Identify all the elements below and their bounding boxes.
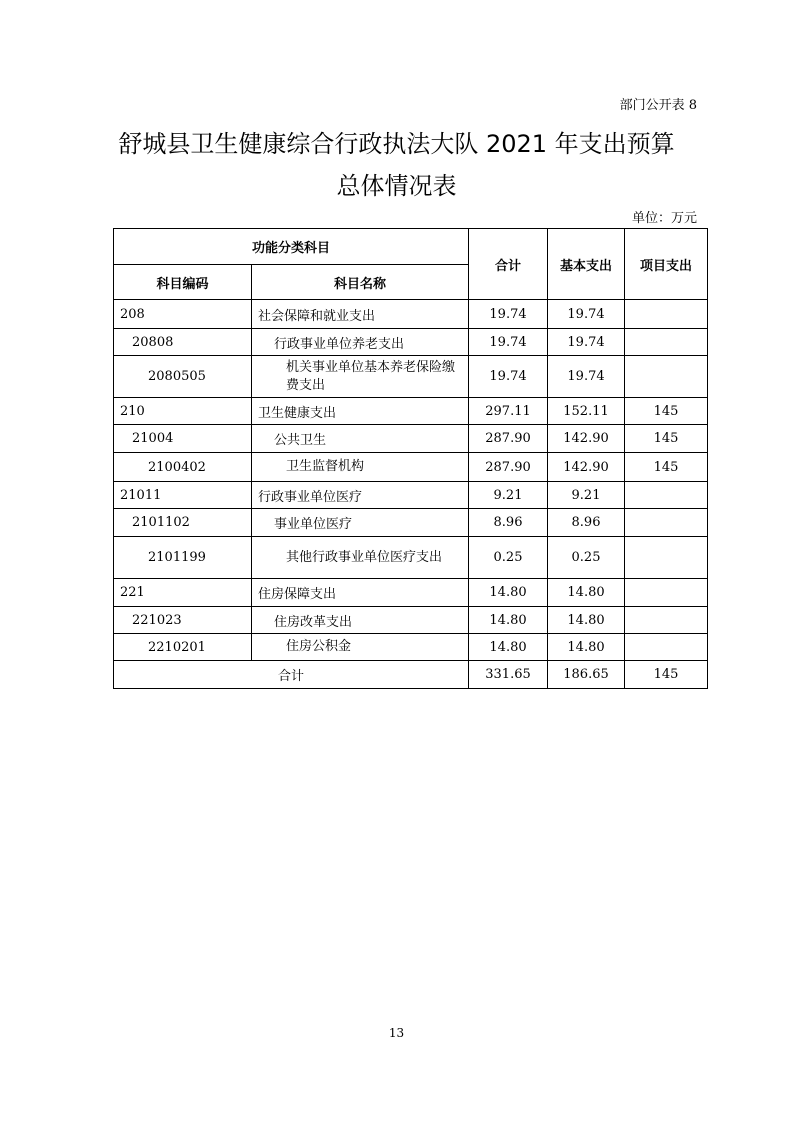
header-code: 科目编码 [114, 265, 252, 300]
table-row [114, 537, 708, 579]
row-name: 住房保障支出 [252, 579, 469, 607]
row-name: 其他行政事业单位医疗支出 [252, 537, 469, 579]
page-number: 13 [388, 1026, 405, 1040]
header-total: 合计 [469, 229, 548, 300]
row-code: 20808 [114, 329, 252, 356]
table-row [114, 453, 708, 482]
row-name: 住房改革支出 [252, 607, 469, 634]
row-basic: 19.74 [548, 329, 625, 356]
table-tag: 部门公开表 8 [619, 98, 697, 113]
row-total: 14.80 [469, 579, 548, 607]
sum-project: 145 [625, 661, 708, 689]
row-basic: 142.90 [548, 453, 625, 482]
row-total: 14.80 [469, 634, 548, 661]
table-row [114, 634, 708, 661]
row-project [625, 537, 708, 579]
table-row [114, 579, 708, 607]
row-basic: 19.74 [548, 356, 625, 398]
table-row [114, 398, 708, 425]
document-subtitle: 总体情况表 [336, 172, 457, 200]
table-row [114, 425, 708, 453]
row-total: 0.25 [469, 537, 548, 579]
row-code: 2210201 [114, 634, 252, 661]
row-code: 2080505 [114, 356, 252, 398]
row-code: 210 [114, 398, 252, 425]
row-total: 19.74 [469, 356, 548, 398]
row-basic: 14.80 [548, 579, 625, 607]
table-row [114, 509, 708, 537]
row-name: 机关事业单位基本养老保险缴费支出 [252, 356, 469, 398]
row-code: 2100402 [114, 453, 252, 482]
row-project: 145 [625, 398, 708, 425]
group-header: 功能分类科目 [114, 229, 469, 265]
row-total: 287.90 [469, 425, 548, 453]
row-total: 19.74 [469, 329, 548, 356]
sum-row [114, 661, 708, 689]
row-total: 287.90 [469, 453, 548, 482]
table-row [114, 356, 708, 398]
row-basic: 142.90 [548, 425, 625, 453]
row-name: 事业单位医疗 [252, 509, 469, 537]
row-name: 卫生监督机构 [252, 453, 469, 482]
unit-label: 单位：万元 [631, 211, 697, 226]
row-project [625, 300, 708, 329]
row-basic: 14.80 [548, 607, 625, 634]
row-code: 2101102 [114, 509, 252, 537]
row-total: 14.80 [469, 607, 548, 634]
header-project: 项目支出 [625, 229, 708, 300]
table-row [114, 607, 708, 634]
sum-total: 331.65 [469, 661, 548, 689]
row-basic: 152.11 [548, 398, 625, 425]
document-title: 舒城县卫生健康综合行政执法大队 2021 年支出预算 [118, 130, 675, 158]
row-project [625, 634, 708, 661]
row-code: 2101199 [114, 537, 252, 579]
sum-label: 合计 [114, 661, 469, 689]
row-code: 208 [114, 300, 252, 329]
row-total: 297.11 [469, 398, 548, 425]
row-basic: 19.74 [548, 300, 625, 329]
budget-table [113, 228, 708, 689]
row-basic: 14.80 [548, 634, 625, 661]
row-name: 行政事业单位医疗 [252, 482, 469, 509]
row-project [625, 356, 708, 398]
row-name: 行政事业单位养老支出 [252, 329, 469, 356]
row-project [625, 482, 708, 509]
row-name: 住房公积金 [252, 634, 469, 661]
row-code: 21004 [114, 425, 252, 453]
row-project [625, 329, 708, 356]
row-total: 19.74 [469, 300, 548, 329]
row-code: 221023 [114, 607, 252, 634]
row-project: 145 [625, 425, 708, 453]
header-name: 科目名称 [252, 265, 469, 300]
row-basic: 9.21 [548, 482, 625, 509]
row-total: 9.21 [469, 482, 548, 509]
table-row [114, 329, 708, 356]
row-project: 145 [625, 453, 708, 482]
row-project [625, 509, 708, 537]
row-project [625, 579, 708, 607]
row-code: 21011 [114, 482, 252, 509]
row-name: 社会保障和就业支出 [252, 300, 469, 329]
row-total: 8.96 [469, 509, 548, 537]
row-basic: 0.25 [548, 537, 625, 579]
row-code: 221 [114, 579, 252, 607]
row-basic: 8.96 [548, 509, 625, 537]
table-row [114, 300, 708, 329]
table-row [114, 482, 708, 509]
sum-basic: 186.65 [548, 661, 625, 689]
row-name: 公共卫生 [252, 425, 469, 453]
row-name: 卫生健康支出 [252, 398, 469, 425]
header-basic: 基本支出 [548, 229, 625, 300]
row-project [625, 607, 708, 634]
